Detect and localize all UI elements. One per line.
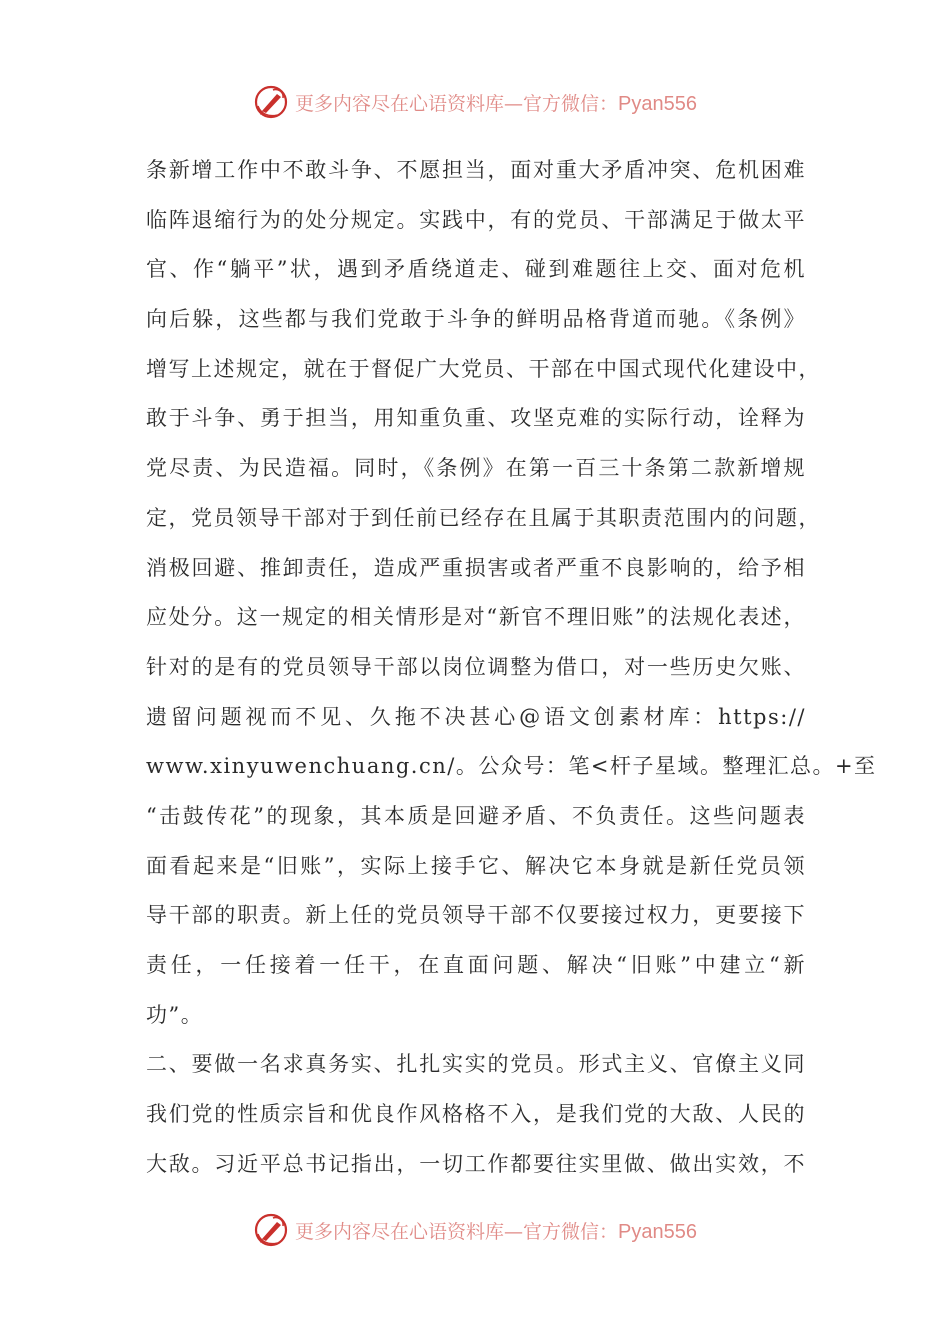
body-line-14: “击鼓传花”的现象，其本质是回避矛盾、不负责任。这些问题表 bbox=[146, 803, 806, 828]
body-line-4: 向后躲，这些都与我们党敢于斗争的鲜明品格背道而驰。《条例》 bbox=[146, 307, 806, 332]
body-line-7: 党尽责、为民造福。同时，《条例》在第一百三十条第二款新增规 bbox=[146, 456, 806, 481]
body-line-13: www.xinyuwenchuang.cn/。公众号：笔<杆子星域。整理汇总。+至 bbox=[146, 754, 877, 779]
header-wechat-id: Pyan556 bbox=[618, 92, 697, 115]
body-line-9: 消极回避、推卸责任，造成严重损害或者严重不良影响的，给予相 bbox=[146, 555, 806, 580]
body-line-10: 应处分。这一规定的相关情形是对“新官不理旧账”的法规化表述， bbox=[146, 605, 806, 630]
body-line-1: 条新增工作中不敢斗争、不愿担当，面对重大矛盾冲突、危机困难 bbox=[146, 158, 806, 182]
footer-slogan-text: 更多内容尽在心语资料库—官方微信： bbox=[295, 1220, 619, 1243]
body-line-5: 增写上述规定，就在于督促广大党员、干部在中国式现代化建设中， bbox=[146, 356, 821, 381]
body-line-20: 我们党的性质宗旨和优良作风格格不入，是我们党的大敌、人民的 bbox=[146, 1102, 806, 1127]
body-line-19: 二、要做一名求真务实、扎扎实实的党员。形式主义、官僚主义同 bbox=[146, 1052, 806, 1077]
header-banner bbox=[0, 80, 950, 124]
body-line-12: 遗留问题视而不见、久拖不决甚心@语文创素材库：https:// bbox=[146, 704, 806, 729]
body-line-15: 面看起来是“旧账”，实际上接手它、解决它本身就是新任党员领 bbox=[146, 853, 806, 878]
footer-wechat-id: Pyan556 bbox=[618, 1220, 697, 1243]
footer-banner bbox=[0, 1208, 950, 1252]
body-line-2: 临阵退缩行为的处分规定。实践中，有的党员、干部满足于做太平 bbox=[146, 207, 806, 232]
header-slogan bbox=[295, 89, 697, 116]
body-line-17: 责任，一任接着一任干，在直面问题、解决“旧账”中建立“新 bbox=[146, 953, 806, 977]
fountain-pen-logo-icon bbox=[253, 84, 289, 120]
body-line-3: 官、作“躺平”状，遇到矛盾绕道走、碰到难题往上交、面对危机 bbox=[146, 257, 806, 282]
header-slogan-text: 更多内容尽在心语资料库—官方微信： bbox=[295, 92, 619, 115]
body-line-11: 针对的是有的党员领导干部以岗位调整为借口，对一些历史欠账、 bbox=[146, 654, 806, 679]
footer-slogan bbox=[295, 1217, 697, 1244]
document-body bbox=[146, 146, 877, 1189]
body-line-6: 敢于斗争、勇于担当，用知重负重、攻坚克难的实际行动，诠释为 bbox=[146, 406, 806, 431]
body-line-8: 定，党员领导干部对于到任前已经存在且属于其职责范围内的问题， bbox=[146, 505, 821, 530]
body-line-18: 功”。 bbox=[146, 1002, 204, 1027]
body-line-21: 大敌。习近平总书记指出，一切工作都要往实里做、做出实效，不 bbox=[146, 1151, 806, 1176]
body-line-16: 导干部的职责。新上任的党员领导干部不仅要接过权力，更要接下 bbox=[146, 903, 806, 928]
fountain-pen-logo-icon bbox=[253, 1212, 289, 1248]
